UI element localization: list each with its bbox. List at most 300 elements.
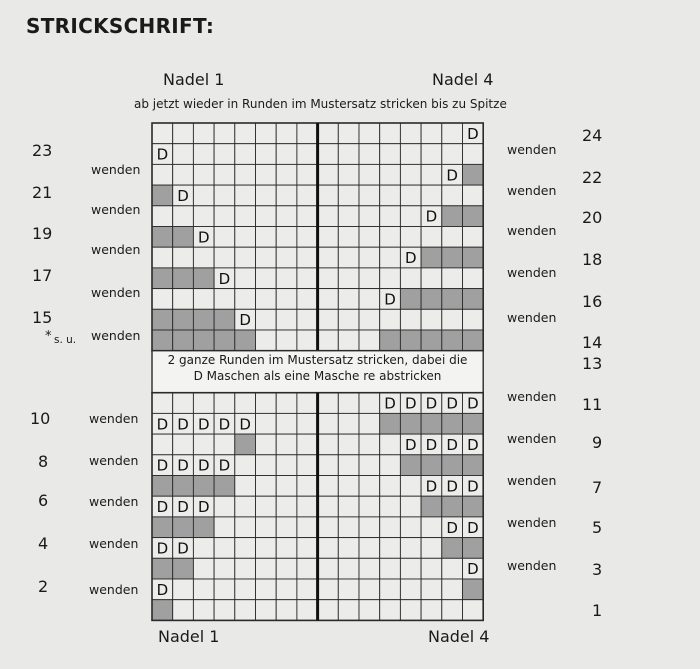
shaded-cell-upper-r15-c1 — [152, 309, 173, 330]
chart-cell-upper-r18-c3 — [193, 247, 214, 268]
chart-cell-lower-r9-c1 — [152, 434, 173, 455]
chart-cell-lower-r1-c4 — [214, 600, 235, 621]
chart-cell-upper-r15-c12 — [380, 309, 401, 330]
chart-cell-upper-r16-c3 — [193, 289, 214, 310]
chart-cell-upper-r16-c8 — [297, 289, 318, 310]
chart-cell-upper-r17-c8 — [297, 268, 318, 289]
turn-label-left-6: wenden — [89, 494, 139, 509]
decrease-marker-r7-c16: D — [467, 477, 479, 496]
decrease-marker-r16-c12: D — [384, 290, 396, 309]
shaded-cell-lower-r5-c1 — [152, 517, 173, 538]
chart-cell-upper-r21-c13 — [400, 185, 421, 206]
chart-cell-upper-r19-c9 — [318, 227, 339, 248]
chart-cell-upper-r22-c1 — [152, 164, 173, 185]
chart-cell-upper-r23-c16 — [463, 144, 484, 165]
chart-cell-upper-r22-c9 — [318, 164, 339, 185]
chart-cell-upper-r24-c7 — [276, 123, 297, 144]
chart-cell-upper-r22-c12 — [380, 164, 401, 185]
chart-cell-upper-r23-c15 — [442, 144, 463, 165]
chart-cell-upper-r20-c13 — [400, 206, 421, 227]
chart-cell-lower-r4-c5 — [235, 538, 256, 559]
chart-cell-upper-r22-c14 — [421, 164, 442, 185]
chart-cell-upper-r23-c9 — [318, 144, 339, 165]
chart-cell-upper-r14-c9 — [318, 330, 339, 351]
row-number-4: 4 — [38, 534, 49, 553]
chart-cell-upper-r23-c13 — [400, 144, 421, 165]
chart-cell-upper-r21-c4 — [214, 185, 235, 206]
row-number-22: 22 — [582, 168, 603, 187]
chart-cell-upper-r17-c10 — [338, 268, 359, 289]
chart-cell-lower-r4-c4 — [214, 538, 235, 559]
chart-cell-upper-r22-c8 — [297, 164, 318, 185]
shaded-cell-upper-r16-c16 — [463, 289, 484, 310]
chart-cell-lower-r11-c2 — [173, 393, 194, 414]
chart-cell-upper-r17-c13 — [400, 268, 421, 289]
chart-cell-upper-r14-c6 — [256, 330, 277, 351]
chart-cell-upper-r19-c14 — [421, 227, 442, 248]
shaded-cell-upper-r16-c13 — [400, 289, 421, 310]
chart-cell-upper-r21-c5 — [235, 185, 256, 206]
decrease-marker-r10-c5: D — [239, 415, 251, 434]
shaded-cell-lower-r6-c16 — [463, 496, 484, 517]
shaded-cell-lower-r3-c2 — [173, 558, 194, 579]
chart-cell-lower-r9-c10 — [338, 434, 359, 455]
shaded-cell-upper-r19-c2 — [173, 227, 194, 248]
shaded-cell-upper-r15-c4 — [214, 309, 235, 330]
turn-label-right-9: wenden — [507, 431, 557, 446]
chart-cell-upper-r20-c6 — [256, 206, 277, 227]
chart-cell-lower-r9-c9 — [318, 434, 339, 455]
chart-cell-upper-r21-c12 — [380, 185, 401, 206]
turn-label-left-14: wenden — [91, 328, 141, 343]
chart-cell-upper-r21-c9 — [318, 185, 339, 206]
chart-cell-lower-r10-c10 — [338, 413, 359, 434]
shaded-cell-lower-r4-c15 — [442, 538, 463, 559]
chart-cell-upper-r20-c3 — [193, 206, 214, 227]
chart-cell-upper-r14-c11 — [359, 330, 380, 351]
decrease-marker-r19-c3: D — [197, 228, 210, 247]
chart-cell-upper-r21-c11 — [359, 185, 380, 206]
chart-cell-lower-r4-c12 — [380, 538, 401, 559]
chart-cell-upper-r21-c7 — [276, 185, 297, 206]
chart-cell-lower-r3-c11 — [359, 558, 380, 579]
chart-cell-upper-r18-c9 — [318, 247, 339, 268]
chart-cell-lower-r1-c7 — [276, 600, 297, 621]
chart-cell-lower-r2-c6 — [256, 579, 277, 600]
chart-cell-lower-r11-c11 — [359, 393, 380, 414]
decrease-marker-r24-c16: D — [467, 124, 479, 143]
chart-cell-lower-r9-c3 — [193, 434, 214, 455]
chart-cell-upper-r17-c11 — [359, 268, 380, 289]
decrease-marker-r10-c2: D — [177, 415, 189, 434]
note-asterisk: * — [45, 329, 52, 344]
chart-cell-lower-r7-c8 — [297, 476, 318, 497]
note-see-below: s. u. — [54, 334, 77, 346]
chart-cell-lower-r8-c9 — [318, 455, 339, 476]
shaded-cell-upper-r14-c3 — [193, 330, 214, 351]
chart-cell-lower-r4-c3 — [193, 538, 214, 559]
chart-cell-lower-r4-c10 — [338, 538, 359, 559]
shaded-cell-upper-r16-c14 — [421, 289, 442, 310]
chart-cell-lower-r3-c10 — [338, 558, 359, 579]
turn-label-right-7: wenden — [507, 473, 557, 488]
chart-cell-upper-r24-c13 — [400, 123, 421, 144]
chart-cell-lower-r7-c5 — [235, 476, 256, 497]
chart-cell-upper-r15-c15 — [442, 309, 463, 330]
middle-instruction-line-2: D Maschen als eine Masche re abstricken — [193, 369, 442, 383]
chart-cell-upper-r18-c4 — [214, 247, 235, 268]
chart-cell-lower-r2-c4 — [214, 579, 235, 600]
row-number-23: 23 — [32, 141, 53, 160]
turn-label-left-2: wenden — [89, 582, 139, 597]
shaded-cell-upper-r14-c5 — [235, 330, 256, 351]
decrease-marker-r9-c13: D — [404, 435, 417, 454]
chart-cell-lower-r4-c14 — [421, 538, 442, 559]
chart-cell-lower-r1-c16 — [463, 600, 484, 621]
chart-cell-upper-r18-c10 — [338, 247, 359, 268]
chart-cell-lower-r1-c3 — [193, 600, 214, 621]
turn-label-right-11: wenden — [507, 389, 557, 404]
chart-cell-upper-r21-c8 — [297, 185, 318, 206]
chart-cell-lower-r7-c10 — [338, 476, 359, 497]
chart-cell-upper-r23-c14 — [421, 144, 442, 165]
chart-cell-lower-r3-c4 — [214, 558, 235, 579]
decrease-marker-r2-c1: D — [156, 580, 169, 599]
decrease-marker-r23-c1: D — [156, 145, 169, 164]
chart-cell-upper-r23-c8 — [297, 144, 318, 165]
chart-cell-upper-r24-c6 — [256, 123, 277, 144]
chart-cell-upper-r21-c3 — [193, 185, 214, 206]
shaded-cell-upper-r18-c16 — [463, 247, 484, 268]
chart-cell-lower-r2-c12 — [380, 579, 401, 600]
chart-cell-upper-r20-c4 — [214, 206, 235, 227]
chart-cell-upper-r18-c2 — [173, 247, 194, 268]
chart-cell-upper-r24-c14 — [421, 123, 442, 144]
chart-cell-lower-r1-c6 — [256, 600, 277, 621]
chart-cell-upper-r19-c12 — [380, 227, 401, 248]
chart-cell-upper-r23-c2 — [173, 144, 194, 165]
chart-cell-upper-r23-c7 — [276, 144, 297, 165]
decrease-marker-r15-c5: D — [239, 311, 251, 330]
chart-cell-upper-r24-c5 — [235, 123, 256, 144]
chart-cell-lower-r10-c7 — [276, 413, 297, 434]
chart-cell-lower-r1-c8 — [297, 600, 318, 621]
turn-label-right-20: wenden — [507, 223, 557, 238]
chart-cell-lower-r2-c2 — [173, 579, 194, 600]
chart-cell-upper-r20-c9 — [318, 206, 339, 227]
shaded-cell-upper-r21-c1 — [152, 185, 173, 206]
shaded-cell-lower-r8-c13 — [400, 455, 421, 476]
nadel4-top-label: Nadel 4 — [432, 70, 494, 89]
chart-cell-lower-r6-c10 — [338, 496, 359, 517]
chart-cell-upper-r23-c11 — [359, 144, 380, 165]
decrease-marker-r9-c15: D — [446, 435, 458, 454]
chart-cell-lower-r5-c12 — [380, 517, 401, 538]
shaded-cell-upper-r19-c1 — [152, 227, 173, 248]
chart-cell-lower-r2-c8 — [297, 579, 318, 600]
row-number-20: 20 — [582, 208, 603, 227]
chart-cell-lower-r3-c5 — [235, 558, 256, 579]
chart-cell-upper-r24-c11 — [359, 123, 380, 144]
chart-cell-lower-r1-c15 — [442, 600, 463, 621]
chart-cell-upper-r19-c8 — [297, 227, 318, 248]
chart-cell-lower-r11-c9 — [318, 393, 339, 414]
chart-cell-upper-r22-c13 — [400, 164, 421, 185]
chart-cell-upper-r15-c11 — [359, 309, 380, 330]
chart-cell-lower-r6-c7 — [276, 496, 297, 517]
chart-cell-lower-r2-c10 — [338, 579, 359, 600]
chart-cell-lower-r5-c11 — [359, 517, 380, 538]
chart-cell-upper-r20-c7 — [276, 206, 297, 227]
chart-cell-lower-r8-c12 — [380, 455, 401, 476]
chart-cell-lower-r9-c4 — [214, 434, 235, 455]
chart-cell-upper-r24-c10 — [338, 123, 359, 144]
shaded-cell-lower-r8-c14 — [421, 455, 442, 476]
shaded-cell-upper-r15-c3 — [193, 309, 214, 330]
chart-cell-upper-r19-c11 — [359, 227, 380, 248]
decrease-marker-r4-c2: D — [177, 539, 189, 558]
chart-cell-upper-r23-c5 — [235, 144, 256, 165]
chart-cell-upper-r20-c5 — [235, 206, 256, 227]
chart-cell-upper-r17-c15 — [442, 268, 463, 289]
chart-cell-upper-r17-c14 — [421, 268, 442, 289]
decrease-marker-r5-c16: D — [467, 518, 479, 537]
chart-cell-upper-r16-c1 — [152, 289, 173, 310]
turn-label-right-18: wenden — [507, 265, 557, 280]
turn-label-left-10: wenden — [89, 411, 139, 426]
shaded-cell-lower-r7-c1 — [152, 476, 173, 497]
chart-cell-upper-r18-c6 — [256, 247, 277, 268]
chart-cell-upper-r22-c6 — [256, 164, 277, 185]
shaded-cell-lower-r6-c15 — [442, 496, 463, 517]
chart-cell-upper-r24-c9 — [318, 123, 339, 144]
chart-cell-lower-r10-c8 — [297, 413, 318, 434]
row-number-2: 2 — [38, 577, 49, 596]
top-instruction: ab jetzt wieder in Runden im Mustersatz stricken bis zu Spitze — [134, 97, 507, 111]
chart-cell-upper-r24-c1 — [152, 123, 173, 144]
chart-cell-upper-r20-c11 — [359, 206, 380, 227]
decrease-marker-r9-c14: D — [425, 435, 438, 454]
shaded-cell-upper-r18-c14 — [421, 247, 442, 268]
chart-cell-upper-r17-c5 — [235, 268, 256, 289]
chart-cell-upper-r24-c15 — [442, 123, 463, 144]
chart-cell-upper-r18-c7 — [276, 247, 297, 268]
chart-cell-upper-r18-c12 — [380, 247, 401, 268]
turn-label-right-22: wenden — [507, 183, 557, 198]
chart-cell-upper-r15-c9 — [318, 309, 339, 330]
row-number-24: 24 — [582, 126, 603, 145]
chart-cell-upper-r17-c7 — [276, 268, 297, 289]
shaded-cell-upper-r17-c1 — [152, 268, 173, 289]
chart-cell-lower-r1-c11 — [359, 600, 380, 621]
chart-cell-lower-r8-c10 — [338, 455, 359, 476]
row-number-7: 7 — [592, 478, 603, 497]
turn-label-right-5: wenden — [507, 515, 557, 530]
chart-cell-lower-r6-c12 — [380, 496, 401, 517]
chart-cell-lower-r8-c5 — [235, 455, 256, 476]
chart-cell-upper-r16-c5 — [235, 289, 256, 310]
chart-cell-upper-r22-c7 — [276, 164, 297, 185]
turn-label-left-16: wenden — [91, 285, 141, 300]
chart-cell-lower-r5-c9 — [318, 517, 339, 538]
decrease-marker-r5-c15: D — [446, 518, 458, 537]
chart-cell-upper-r19-c6 — [256, 227, 277, 248]
chart-cell-upper-r23-c10 — [338, 144, 359, 165]
chart-cell-upper-r19-c10 — [338, 227, 359, 248]
chart-cell-lower-r1-c10 — [338, 600, 359, 621]
chart-cell-upper-r24-c3 — [193, 123, 214, 144]
chart-cell-lower-r2-c11 — [359, 579, 380, 600]
chart-cell-upper-r24-c12 — [380, 123, 401, 144]
chart-cell-upper-r16-c7 — [276, 289, 297, 310]
shaded-cell-lower-r7-c2 — [173, 476, 194, 497]
chart-cell-upper-r15-c13 — [400, 309, 421, 330]
chart-cell-lower-r6-c9 — [318, 496, 339, 517]
chart-cell-lower-r7-c12 — [380, 476, 401, 497]
chart-cell-lower-r3-c13 — [400, 558, 421, 579]
chart-cell-lower-r11-c6 — [256, 393, 277, 414]
chart-cell-upper-r21-c10 — [338, 185, 359, 206]
chart-cell-lower-r3-c6 — [256, 558, 277, 579]
shaded-cell-lower-r5-c3 — [193, 517, 214, 538]
chart-cell-lower-r4-c7 — [276, 538, 297, 559]
chart-cell-upper-r16-c2 — [173, 289, 194, 310]
chart-cell-lower-r5-c10 — [338, 517, 359, 538]
chart-cell-lower-r11-c8 — [297, 393, 318, 414]
chart-cell-lower-r2-c13 — [400, 579, 421, 600]
chart-cell-upper-r22-c2 — [173, 164, 194, 185]
page-title: STRICKSCHRIFT: — [26, 14, 215, 38]
shaded-cell-upper-r17-c2 — [173, 268, 194, 289]
chart-cell-lower-r8-c8 — [297, 455, 318, 476]
row-number-8: 8 — [38, 452, 49, 471]
chart-cell-lower-r8-c11 — [359, 455, 380, 476]
chart-cell-lower-r1-c5 — [235, 600, 256, 621]
chart-cell-upper-r15-c7 — [276, 309, 297, 330]
chart-cell-lower-r2-c15 — [442, 579, 463, 600]
row-number-13: 13 — [582, 354, 603, 373]
decrease-marker-r18-c13: D — [404, 249, 417, 268]
decrease-marker-r6-c1: D — [156, 498, 169, 517]
chart-cell-lower-r5-c6 — [256, 517, 277, 538]
chart-cell-lower-r1-c2 — [173, 600, 194, 621]
chart-cell-lower-r9-c12 — [380, 434, 401, 455]
chart-cell-lower-r9-c11 — [359, 434, 380, 455]
chart-cell-upper-r19-c7 — [276, 227, 297, 248]
shaded-cell-upper-r14-c1 — [152, 330, 173, 351]
shaded-cell-lower-r10-c12 — [380, 413, 401, 434]
decrease-marker-r8-c2: D — [177, 456, 189, 475]
decrease-marker-r11-c15: D — [446, 394, 458, 413]
chart-cell-lower-r7-c13 — [400, 476, 421, 497]
chart-cell-lower-r1-c14 — [421, 600, 442, 621]
shaded-cell-lower-r4-c16 — [463, 538, 484, 559]
shaded-cell-lower-r10-c14 — [421, 413, 442, 434]
chart-cell-lower-r4-c9 — [318, 538, 339, 559]
chart-cell-lower-r11-c5 — [235, 393, 256, 414]
decrease-marker-r10-c4: D — [218, 415, 231, 434]
chart-cell-upper-r15-c6 — [256, 309, 277, 330]
decrease-marker-r3-c16: D — [467, 560, 479, 579]
chart-cell-lower-r2-c5 — [235, 579, 256, 600]
decrease-marker-r11-c14: D — [425, 394, 438, 413]
chart-cell-lower-r3-c12 — [380, 558, 401, 579]
chart-cell-lower-r1-c13 — [400, 600, 421, 621]
turn-label-left-18: wenden — [91, 242, 141, 257]
decrease-marker-r20-c14: D — [425, 207, 438, 226]
chart-cell-upper-r22-c3 — [193, 164, 214, 185]
chart-cell-lower-r8-c6 — [256, 455, 277, 476]
shaded-cell-lower-r7-c3 — [193, 476, 214, 497]
chart-cell-upper-r19-c15 — [442, 227, 463, 248]
turn-label-left-22: wenden — [91, 162, 141, 177]
shaded-cell-lower-r6-c14 — [421, 496, 442, 517]
chart-cell-upper-r21-c14 — [421, 185, 442, 206]
decrease-marker-r6-c3: D — [197, 498, 210, 517]
row-number-19: 19 — [32, 224, 53, 243]
shaded-cell-lower-r2-c16 — [463, 579, 484, 600]
chart-cell-lower-r2-c14 — [421, 579, 442, 600]
chart-cell-lower-r11-c7 — [276, 393, 297, 414]
decrease-marker-r10-c3: D — [197, 415, 210, 434]
chart-cell-upper-r22-c4 — [214, 164, 235, 185]
chart-cell-upper-r17-c12 — [380, 268, 401, 289]
chart-cell-lower-r5-c8 — [297, 517, 318, 538]
turn-label-right-16: wenden — [507, 310, 557, 325]
chart-cell-lower-r11-c3 — [193, 393, 214, 414]
chart-cell-lower-r4-c8 — [297, 538, 318, 559]
chart-cell-upper-r20-c1 — [152, 206, 173, 227]
chart-cell-lower-r3-c3 — [193, 558, 214, 579]
chart-cell-lower-r5-c14 — [421, 517, 442, 538]
row-number-17: 17 — [32, 266, 53, 285]
shaded-cell-lower-r10-c15 — [442, 413, 463, 434]
shaded-cell-lower-r8-c15 — [442, 455, 463, 476]
chart-cell-lower-r9-c8 — [297, 434, 318, 455]
turn-label-left-8: wenden — [89, 453, 139, 468]
chart-cell-lower-r7-c6 — [256, 476, 277, 497]
chart-cell-lower-r7-c11 — [359, 476, 380, 497]
chart-cell-upper-r23-c6 — [256, 144, 277, 165]
chart-cell-lower-r3-c9 — [318, 558, 339, 579]
chart-cell-upper-r16-c11 — [359, 289, 380, 310]
row-number-14: 14 — [582, 333, 603, 352]
nadel1-bottom-label: Nadel 1 — [158, 627, 220, 646]
chart-cell-upper-r14-c10 — [338, 330, 359, 351]
chart-cell-upper-r20-c10 — [338, 206, 359, 227]
chart-cell-lower-r10-c11 — [359, 413, 380, 434]
chart-cell-lower-r7-c7 — [276, 476, 297, 497]
row-number-18: 18 — [582, 250, 603, 269]
chart-cell-upper-r15-c10 — [338, 309, 359, 330]
chart-cell-upper-r18-c8 — [297, 247, 318, 268]
chart-cell-lower-r5-c13 — [400, 517, 421, 538]
chart-cell-upper-r22-c11 — [359, 164, 380, 185]
chart-cell-lower-r3-c15 — [442, 558, 463, 579]
shaded-cell-lower-r3-c1 — [152, 558, 173, 579]
chart-cell-lower-r4-c11 — [359, 538, 380, 559]
chart-cell-upper-r19-c4 — [214, 227, 235, 248]
chart-cell-upper-r17-c16 — [463, 268, 484, 289]
chart-cell-lower-r11-c10 — [338, 393, 359, 414]
row-number-6: 6 — [38, 491, 49, 510]
decrease-marker-r11-c16: D — [467, 394, 479, 413]
shaded-cell-upper-r14-c12 — [380, 330, 401, 351]
turn-label-right-24: wenden — [507, 142, 557, 157]
chart-cell-upper-r15-c8 — [297, 309, 318, 330]
chart-cell-upper-r20-c12 — [380, 206, 401, 227]
chart-cell-lower-r8-c7 — [276, 455, 297, 476]
